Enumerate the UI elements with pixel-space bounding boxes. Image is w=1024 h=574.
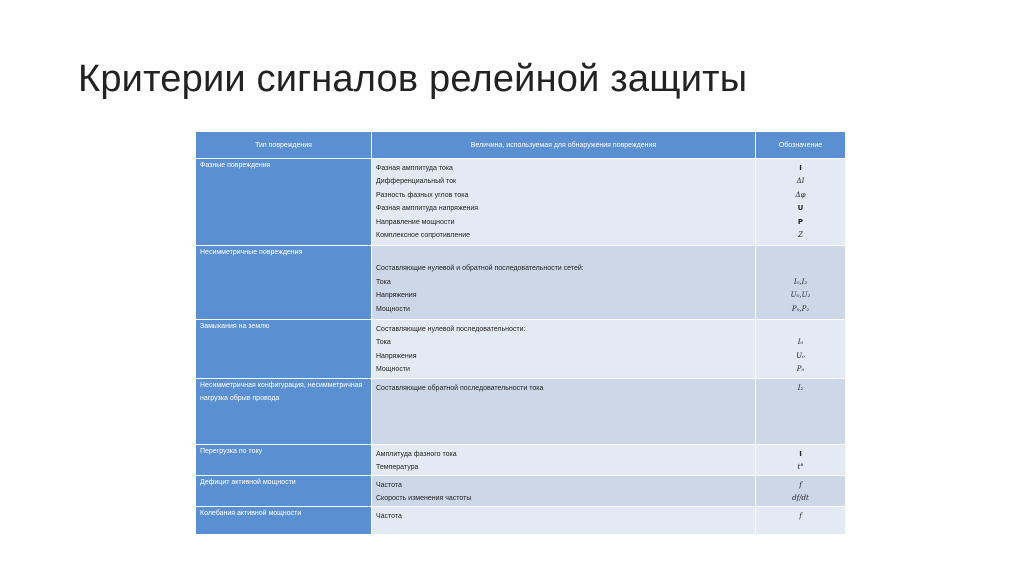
- value-line: Составляющие нулевой и обратной последовательности сетей:: [376, 265, 584, 273]
- row-symbols: [756, 379, 846, 445]
- criteria-table: [195, 131, 846, 535]
- row-fault-type: Фазные повреждения: [196, 159, 372, 246]
- value-line: Комплексное сопротивление: [376, 231, 471, 239]
- row-values: [372, 475, 756, 506]
- symbol-line: df/dt: [792, 494, 809, 503]
- table-row: [196, 246, 846, 320]
- symbol-line: [756, 262, 845, 275]
- value-line: Температура: [376, 464, 419, 472]
- symbol-line: ΔI: [796, 177, 805, 186]
- table-row: [196, 445, 846, 476]
- value-line: Фазная амплитуда тока: [376, 165, 453, 172]
- row-symbols: [756, 475, 846, 506]
- value-line: Направление мощности: [376, 218, 455, 226]
- row-symbols: [756, 445, 846, 476]
- header-fault-type: Тип повреждения: [196, 132, 372, 159]
- value-line: [376, 249, 755, 262]
- value-line: Тока: [376, 339, 391, 347]
- symbol-line: U₀,U₂: [790, 291, 811, 300]
- row-fault-type: Несимметричные повреждения: [196, 246, 372, 320]
- row-symbols: [756, 506, 846, 534]
- symbol-line: U: [797, 204, 804, 213]
- symbol-line: I₂: [797, 384, 804, 392]
- table-row: [196, 379, 846, 445]
- symbol-line: I₀,I₂: [793, 277, 808, 286]
- row-symbols: [756, 246, 846, 320]
- value-line: Частота: [376, 512, 402, 520]
- row-symbols: [756, 320, 846, 379]
- symbol-line: t°: [797, 463, 804, 472]
- value-line: Тока: [376, 278, 391, 286]
- value-line: Составляющие нулевой последовательности:: [376, 326, 526, 333]
- row-values: [372, 506, 756, 534]
- row-values: [372, 159, 756, 246]
- value-line: Составляющие обратной последовательности тока: [376, 385, 544, 392]
- header-value: Величина, используемая для обнаружения повреждения: [372, 132, 756, 159]
- symbol-line: Δφ: [795, 190, 806, 199]
- value-line: Фазная амплитуда напряжения: [376, 205, 479, 213]
- row-fault-type: Замыкания на землю: [196, 320, 372, 379]
- row-symbols: [756, 159, 846, 246]
- symbol-line: U₀: [796, 351, 805, 360]
- value-line: Амплитуда фазного тока: [376, 451, 457, 458]
- value-line: Дифференциальный ток: [376, 178, 457, 186]
- symbol-line: [756, 323, 845, 336]
- row-fault-type: Перегрузка по току: [196, 445, 372, 476]
- header-symbol: Обозначение: [756, 132, 846, 159]
- symbol-line: P₀: [796, 365, 805, 374]
- value-line: Напряжения: [376, 292, 417, 300]
- symbol-line: I: [799, 450, 802, 458]
- symbol-line: f: [799, 511, 802, 520]
- table-row: [196, 475, 846, 506]
- symbol-line: P: [797, 217, 804, 226]
- value-line: Разность фазных углов тока: [376, 191, 469, 199]
- symbol-line: f: [799, 480, 802, 489]
- row-fault-type: Дефицит активной мощности: [196, 475, 372, 506]
- table-row: [196, 159, 846, 246]
- slide-title: Критерии сигналов релейной защиты: [78, 58, 748, 100]
- symbol-line: P₀,P₂: [791, 304, 810, 313]
- row-values: [372, 379, 756, 445]
- symbol-line: Z: [798, 230, 803, 239]
- value-line: Мощности: [376, 305, 410, 313]
- row-values: [372, 320, 756, 379]
- row-values: [372, 246, 756, 320]
- symbol-line: I₀: [797, 338, 804, 347]
- symbol-line: I: [799, 164, 802, 172]
- table-header-row: [196, 132, 846, 159]
- value-line: Мощности: [376, 366, 410, 374]
- row-fault-type: Несимметричная конфигурация, несимметричная нагрузка обрыв провода: [196, 379, 372, 445]
- table-row: [196, 506, 846, 534]
- symbol-line: [756, 249, 845, 262]
- row-values: [372, 445, 756, 476]
- row-fault-type: Колебания активной мощности: [196, 506, 372, 534]
- value-line: Напряжения: [376, 352, 417, 360]
- value-line: Скорость изменения частоты: [376, 495, 472, 503]
- value-line: Частота: [376, 481, 402, 489]
- table-row: [196, 320, 846, 379]
